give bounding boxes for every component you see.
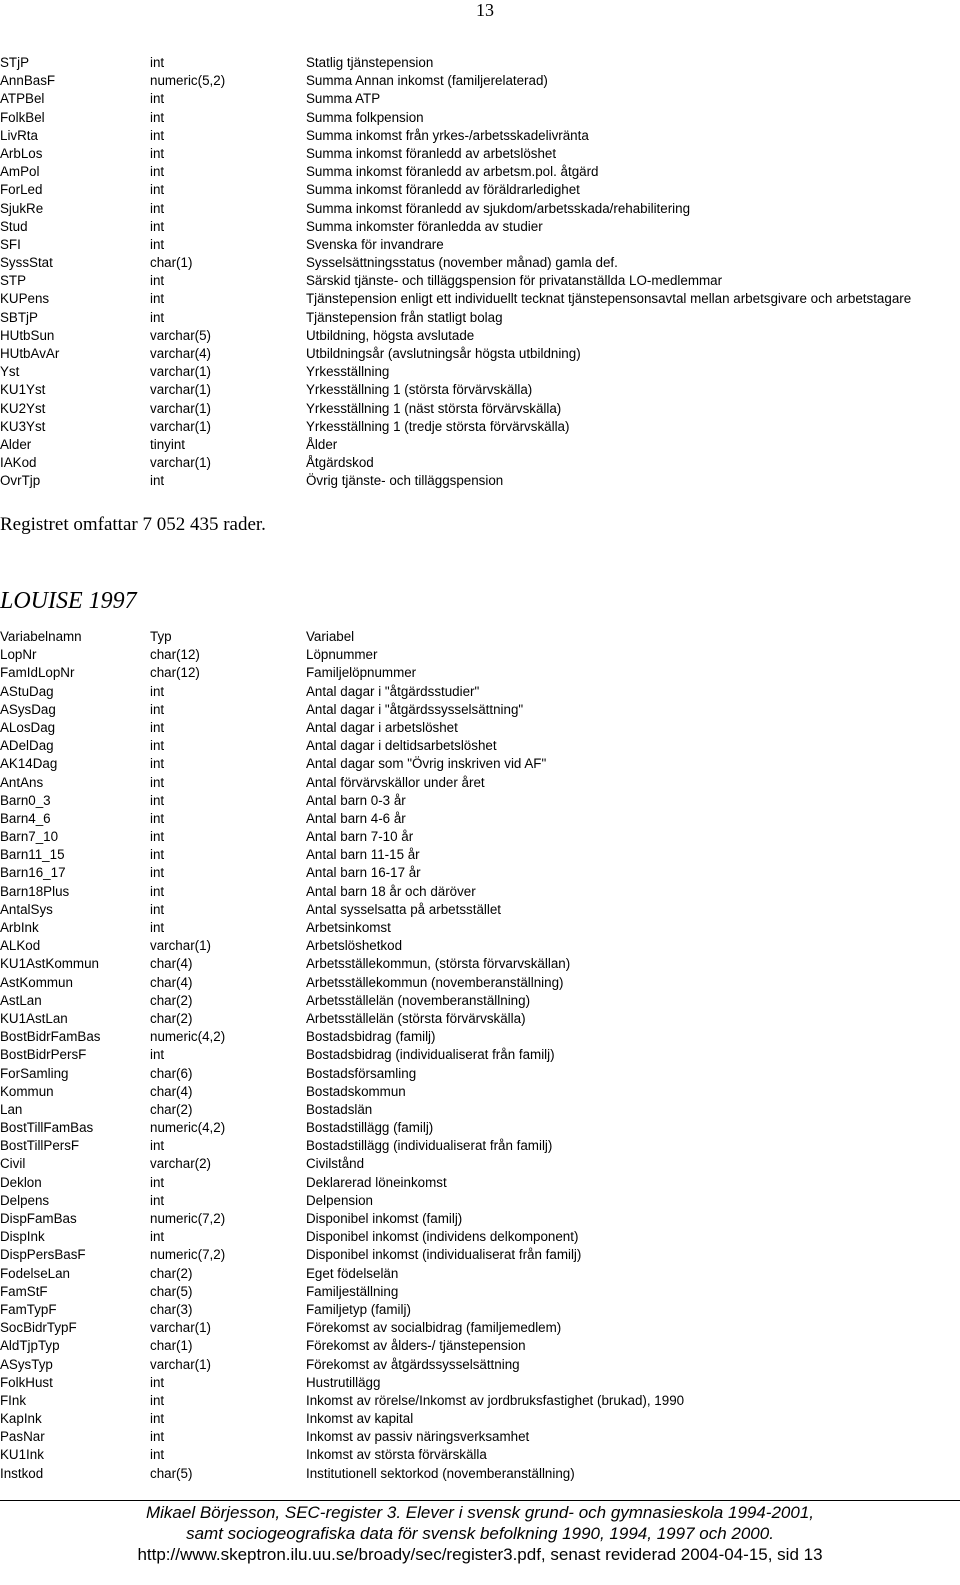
cell-description: Antal barn 11-15 år [306, 847, 420, 863]
cell-variable-name: KapInk [0, 1411, 42, 1427]
footer [0, 1502, 960, 1565]
cell-description: Bostadstillägg (familj) [306, 1120, 434, 1136]
table-row [0, 1065, 960, 1083]
section-title: LOUISE 1997 [0, 588, 137, 614]
table-row [0, 345, 960, 363]
table-row [0, 1010, 960, 1028]
cell-description: Övrig tjänste- och tilläggspension [306, 473, 504, 489]
cell-variable-name: ALosDag [0, 719, 56, 735]
table-row [0, 1356, 960, 1374]
footer-divider [0, 1500, 960, 1501]
cell-description: Summa folkpension [306, 109, 424, 125]
cell-description: Tjänstepension enligt ett individuellt tecknat tjänstepensonsavtal mellan arbetsgivare och arbetstagare [306, 291, 912, 307]
cell-type: int [150, 1411, 165, 1427]
cell-variable-name: KU3Yst [0, 418, 46, 434]
cell-description: Bostadstillägg (individualiserat från familj) [306, 1138, 553, 1154]
table-row [0, 646, 960, 664]
cell-type: char(6) [150, 1065, 193, 1081]
cell-description: Arbetsställekommun, (största förvarvskällan) [306, 956, 571, 972]
cell-description: Antal barn 16-17 år [306, 865, 421, 881]
cell-variable-name: Barn18Plus [0, 883, 70, 899]
cell-type: int [150, 273, 165, 289]
cell-variable-name: AnnBasF [0, 73, 56, 89]
cell-description: Förekomst av ålders-/ tjänstepension [306, 1338, 526, 1354]
cell-type: int [150, 236, 165, 252]
cell-description: Antal dagar i arbetslöshet [306, 719, 458, 735]
cell-type: varchar(1) [150, 1320, 212, 1336]
cell-variable-name: Alder [0, 436, 32, 452]
header-type: Typ [150, 629, 172, 644]
cell-variable-name: SyssStat [0, 255, 53, 271]
table-row [0, 400, 960, 418]
cell-type: numeric(7,2) [150, 1247, 226, 1263]
cell-variable-name: STP [0, 273, 27, 289]
cell-variable-name: AntalSys [0, 901, 53, 917]
variable-table-louise-1997 [0, 628, 960, 1483]
cell-description: Summa inkomst föranledd av arbetslöshet [306, 145, 557, 161]
cell-type: char(5) [150, 1465, 193, 1481]
table-row [0, 737, 960, 755]
variable-table-1 [0, 54, 960, 491]
cell-variable-name: AntAns [0, 774, 44, 790]
cell-description: Summa Annan inkomst (familjerelaterad) [306, 73, 548, 89]
table-row [0, 254, 960, 272]
cell-type: tinyint [150, 436, 185, 452]
table-row [0, 290, 960, 308]
cell-variable-name: FolkBel [0, 109, 45, 125]
cell-type: char(4) [150, 1083, 193, 1099]
table-row [0, 810, 960, 828]
cell-type: int [150, 473, 165, 489]
cell-description: Åtgärdskod [306, 455, 374, 471]
cell-variable-name: AstLan [0, 992, 42, 1008]
cell-description: Summa inkomst från yrkes-/arbetsskadelivränta [306, 127, 589, 143]
cell-variable-name: AmPol [0, 164, 40, 180]
cell-variable-name: PasNar [0, 1429, 45, 1445]
cell-type: int [150, 109, 165, 125]
cell-description: Statlig tjänstepension [306, 55, 434, 70]
cell-variable-name: BostBidrPersF [0, 1047, 87, 1063]
table-row [0, 1083, 960, 1101]
table-row [0, 1210, 960, 1228]
cell-description: Svenska för invandrare [306, 236, 444, 252]
cell-type: int [150, 719, 165, 735]
cell-type: char(2) [150, 1010, 193, 1026]
cell-variable-name: ASysTyp [0, 1356, 53, 1372]
cell-variable-name: KU1AstLan [0, 1010, 68, 1026]
cell-variable-name: KU1Ink [0, 1447, 44, 1463]
cell-variable-name: AstKommun [0, 974, 73, 990]
cell-description: Arbetsställekommun (novemberanställning) [306, 974, 564, 990]
cell-variable-name: SBTjP [0, 309, 38, 325]
table-row [0, 1119, 960, 1137]
cell-description: Utbildning, högsta avslutade [306, 327, 475, 343]
cell-type: int [150, 91, 165, 107]
cell-variable-name: ForSamling [0, 1065, 69, 1081]
table-row [0, 163, 960, 181]
cell-variable-name: ArbInk [0, 920, 39, 935]
cell-description: Ålder [306, 436, 338, 452]
cell-description: Delpension [306, 1192, 373, 1208]
table-row [0, 363, 960, 381]
table-row [0, 1319, 960, 1337]
record-count-text: Registret omfattar 7 052 435 rader. [0, 514, 266, 535]
cell-variable-name: Delpens [0, 1192, 50, 1208]
cell-type: int [150, 810, 165, 826]
cell-type: int [150, 847, 165, 863]
cell-variable-name: HUtbAvAr [0, 346, 60, 361]
table-row [0, 1428, 960, 1446]
table-row [0, 381, 960, 399]
cell-variable-name: KUPens [0, 291, 50, 307]
cell-variable-name: DispPersBasF [0, 1247, 86, 1263]
cell-description: Bostadsförsamling [306, 1065, 417, 1081]
cell-description: Inkomst av kapital [306, 1411, 414, 1427]
table-row [0, 327, 960, 345]
table-row [0, 436, 960, 454]
cell-variable-name: Barn16_17 [0, 865, 66, 881]
cell-type: char(4) [150, 956, 193, 972]
cell-type: varchar(1) [150, 364, 212, 380]
cell-description: Arbetsställelän (största förvärvskälla) [306, 1010, 526, 1026]
cell-description: Deklarerad löneinkomst [306, 1174, 447, 1190]
table-row [0, 1374, 960, 1392]
cell-description: Arbetsställelän (novemberanställning) [306, 992, 531, 1008]
cell-description: Antal dagar i "åtgärdsstudier" [306, 683, 480, 699]
cell-description: Utbildningsår (avslutningsår högsta utbildning) [306, 346, 581, 361]
cell-type: int [150, 291, 165, 307]
cell-description: Summa inkomst föranledd av sjukdom/arbetsskada/rehabilitering [306, 200, 691, 216]
cell-description: Antal barn 7-10 år [306, 829, 414, 845]
cell-type: int [150, 901, 165, 917]
cell-description: Bostadskommun [306, 1083, 406, 1099]
cell-description: Disponibel inkomst (individens delkomponent) [306, 1229, 579, 1245]
cell-description: Sysselsättningsstatus (november månad) gamla def. [306, 255, 618, 271]
cell-variable-name: Yst [0, 364, 20, 380]
cell-variable-name: AK14Dag [0, 756, 58, 772]
cell-variable-name: LivRta [0, 127, 38, 143]
table-row [0, 992, 960, 1010]
cell-type: int [150, 218, 165, 234]
cell-variable-name: FodelseLan [0, 1265, 70, 1281]
table-row [0, 828, 960, 846]
table-row [0, 1410, 960, 1428]
cell-type: int [150, 792, 165, 808]
cell-variable-name: SocBidrTypF [0, 1320, 77, 1336]
cell-variable-name: Barn4_6 [0, 810, 51, 826]
cell-variable-name: FamStF [0, 1283, 48, 1299]
cell-type: int [150, 829, 165, 845]
cell-description: Bostadsbidrag (familj) [306, 1029, 436, 1045]
cell-variable-name: DispFamBas [0, 1211, 77, 1226]
cell-variable-name: KU1Yst [0, 382, 46, 398]
cell-type: int [150, 182, 165, 198]
table-row [0, 1192, 960, 1210]
table-row [0, 701, 960, 719]
cell-variable-name: IAKod [0, 455, 37, 471]
cell-variable-name: FolkHust [0, 1374, 53, 1390]
cell-type: varchar(1) [150, 382, 212, 398]
cell-description: Arbetslöshetkod [306, 938, 403, 954]
cell-variable-name: Deklon [0, 1174, 42, 1190]
cell-type: int [150, 865, 165, 881]
cell-type: char(1) [150, 255, 193, 271]
cell-description: Eget födelselän [306, 1265, 399, 1281]
cell-description: Antal dagar i deltidsarbetslöshet [306, 738, 497, 754]
cell-type: varchar(1) [150, 418, 212, 434]
cell-variable-name: HUtbSun [0, 327, 55, 343]
cell-variable-name: ALKod [0, 938, 41, 954]
table-row [0, 683, 960, 701]
cell-type: int [150, 756, 165, 772]
cell-type: int [150, 200, 165, 216]
footer-line-1: Mikael Börjesson, SEC-register 3. Elever i svensk grund- och gymnasieskola 1994-2001, [145, 1503, 815, 1522]
table-row [0, 755, 960, 773]
cell-variable-name: FamIdLopNr [0, 665, 75, 681]
table-row [0, 1155, 960, 1173]
table-row [0, 664, 960, 682]
table-row [0, 1301, 960, 1319]
cell-variable-name: FInk [0, 1392, 27, 1408]
cell-type: char(2) [150, 1101, 193, 1117]
cell-description: Familjeställning [306, 1283, 399, 1299]
cell-variable-name: STjP [0, 55, 30, 70]
table-row [0, 864, 960, 882]
cell-description: Familjelöpnummer [306, 665, 417, 681]
table-row [0, 1265, 960, 1283]
cell-description: Tjänstepension från statligt bolag [306, 309, 503, 325]
cell-description: Summa inkomster föranledda av studier [306, 218, 543, 234]
cell-type: int [150, 145, 165, 161]
cell-variable-name: DispInk [0, 1229, 45, 1245]
cell-description: Yrkesställning 1 (tredje största förvärvskälla) [306, 418, 570, 434]
table-row [0, 1101, 960, 1119]
table-row [0, 1228, 960, 1246]
cell-variable-name: ATPBel [0, 91, 45, 107]
table-row [0, 472, 960, 490]
cell-type: int [150, 55, 165, 70]
table-row [0, 1465, 960, 1483]
cell-type: int [150, 883, 165, 899]
cell-variable-name: Civil [0, 1156, 26, 1172]
cell-variable-name: AStuDag [0, 683, 54, 699]
cell-type: varchar(1) [150, 938, 212, 954]
cell-type: char(12) [150, 665, 200, 681]
cell-type: int [150, 738, 165, 754]
table-row [0, 792, 960, 810]
cell-type: int [150, 1447, 165, 1463]
table-row [0, 309, 960, 327]
cell-description: Inkomst av rörelse/Inkomst av jordbruksfastighet (brukad), 1990 [306, 1392, 685, 1408]
cell-variable-name: BostTillPersF [0, 1138, 80, 1154]
cell-type: int [150, 1429, 165, 1445]
cell-description: Yrkesställning 1 (näst största förvärvskälla) [306, 400, 562, 416]
cell-variable-name: ASysDag [0, 701, 56, 717]
cell-variable-name: KU1AstKommun [0, 956, 99, 972]
cell-variable-name: Kommun [0, 1083, 54, 1099]
cell-variable-name: SFI [0, 236, 21, 252]
cell-type: varchar(1) [150, 455, 212, 471]
cell-type: int [150, 1047, 165, 1063]
cell-type: char(2) [150, 1265, 193, 1281]
cell-variable-name: BostTillFamBas [0, 1120, 94, 1136]
cell-description: Familjetyp (familj) [306, 1301, 411, 1317]
cell-description: Löpnummer [306, 647, 378, 663]
cell-description: Hustrutillägg [306, 1374, 381, 1390]
cell-variable-name: ForLed [0, 182, 43, 198]
table-row [0, 218, 960, 236]
cell-description: Antal barn 4-6 år [306, 810, 406, 826]
table-row [0, 974, 960, 992]
header-description: Variabel [306, 629, 355, 644]
table-row [0, 181, 960, 199]
footer-line-2: samt sociogeografiska data för svensk befolkning 1990, 1994, 1997 och 2000. [186, 1524, 774, 1543]
cell-variable-name: SjukRe [0, 200, 44, 216]
table-row [0, 72, 960, 90]
footer-url-line: http://www.skeptron.ilu.uu.se/broady/sec/register3.pdf, senast reviderad 2004-04-15, sid 13 [137, 1545, 823, 1564]
cell-description: Särskid tjänste- och tilläggspension för privatanställda LO-medlemmar [306, 273, 723, 289]
table-row [0, 127, 960, 145]
table-row [0, 919, 960, 937]
cell-variable-name: AldTjpTyp [0, 1338, 60, 1354]
cell-type: varchar(1) [150, 400, 212, 416]
cell-type: int [150, 164, 165, 180]
table-row [0, 145, 960, 163]
cell-type: char(3) [150, 1301, 193, 1317]
page-number: 13 [476, 0, 494, 20]
cell-description: Antal barn 18 år och däröver [306, 883, 476, 899]
cell-type: int [150, 1174, 165, 1190]
cell-type: numeric(7,2) [150, 1211, 226, 1226]
cell-description: Summa ATP [306, 91, 381, 107]
table-row [0, 1174, 960, 1192]
cell-type: numeric(4,2) [150, 1029, 226, 1045]
cell-variable-name: OvrTjp [0, 473, 41, 489]
table-row [0, 774, 960, 792]
table-row [0, 1446, 960, 1464]
cell-type: varchar(5) [150, 327, 212, 343]
cell-variable-name: Barn0_3 [0, 792, 51, 808]
cell-type: int [150, 701, 165, 717]
cell-type: int [150, 1392, 165, 1408]
table-row [0, 846, 960, 864]
table-row [0, 90, 960, 108]
table-row [0, 272, 960, 290]
table-row [0, 1337, 960, 1355]
cell-description: Inkomst av största förvärskälla [306, 1447, 487, 1463]
table-row [0, 418, 960, 436]
cell-variable-name: ADelDag [0, 738, 54, 754]
cell-description: Förekomst av åtgärdssysselsättning [306, 1356, 520, 1372]
table-row [0, 1283, 960, 1301]
cell-variable-name: Barn11_15 [0, 847, 65, 863]
cell-description: Inkomst av passiv näringsverksamhet [306, 1429, 530, 1445]
cell-description: Institutionell sektorkod (novemberanställning) [306, 1465, 575, 1481]
cell-type: int [150, 1138, 165, 1154]
cell-variable-name: KU2Yst [0, 400, 46, 416]
table-row [0, 1046, 960, 1064]
cell-type: varchar(1) [150, 1356, 212, 1372]
table-row [0, 883, 960, 901]
cell-description: Summa inkomst föranledd av föräldrarledighet [306, 182, 580, 198]
table-row [0, 719, 960, 737]
cell-type: varchar(2) [150, 1156, 212, 1172]
table-row [0, 937, 960, 955]
cell-description: Yrkesställning 1 (största förvärvskälla) [306, 382, 533, 398]
cell-type: int [150, 1192, 165, 1208]
cell-type: char(4) [150, 974, 193, 990]
cell-type: char(2) [150, 992, 193, 1008]
table-row [0, 1137, 960, 1155]
cell-variable-name: FamTypF [0, 1301, 57, 1317]
table-row [0, 54, 960, 72]
cell-description: Antal dagar i "åtgärdssysselsättning" [306, 701, 524, 717]
cell-type: int [150, 683, 165, 699]
cell-variable-name: BostBidrFamBas [0, 1029, 101, 1045]
table-row [0, 1028, 960, 1046]
cell-type: int [150, 774, 165, 790]
cell-type: char(1) [150, 1338, 193, 1354]
header-variable-name: Variabelnamn [0, 629, 82, 644]
cell-description: Antal förvärvskällor under året [306, 774, 485, 790]
table-row [0, 901, 960, 919]
cell-variable-name: Lan [0, 1101, 23, 1117]
cell-description: Antal sysselsatta på arbetsstället [306, 901, 502, 917]
table-row [0, 1392, 960, 1410]
cell-description: Antal dagar som "Övrig inskriven vid AF" [306, 756, 547, 772]
cell-type: int [150, 1374, 165, 1390]
cell-type: numeric(5,2) [150, 73, 226, 89]
table-header-row [0, 628, 960, 646]
cell-type: int [150, 127, 165, 143]
cell-type: char(5) [150, 1283, 193, 1299]
cell-type: numeric(4,2) [150, 1120, 226, 1136]
cell-variable-name: Stud [0, 218, 28, 234]
cell-description: Yrkesställning [306, 364, 390, 380]
cell-type: varchar(4) [150, 346, 212, 361]
table-row [0, 236, 960, 254]
cell-variable-name: ArbLos [0, 145, 43, 161]
cell-description: Disponibel inkomst (familj) [306, 1211, 463, 1226]
cell-type: int [150, 1229, 165, 1245]
table-row [0, 200, 960, 218]
cell-type: int [150, 920, 165, 935]
cell-description: Summa inkomst föranledd av arbetsm.pol. åtgärd [306, 164, 599, 180]
cell-description: Arbetsinkomst [306, 920, 391, 935]
cell-description: Bostadslän [306, 1101, 373, 1117]
cell-description: Civilstånd [306, 1156, 365, 1172]
cell-variable-name: Barn7_10 [0, 829, 59, 845]
cell-description: Bostadsbidrag (individualiserat från familj) [306, 1047, 555, 1063]
table-row [0, 1246, 960, 1264]
table-row [0, 109, 960, 127]
cell-type: int [150, 309, 165, 325]
cell-variable-name: Instkod [0, 1465, 44, 1481]
cell-type: char(12) [150, 647, 200, 663]
table-row [0, 454, 960, 472]
cell-description: Disponibel inkomst (individualiserat från familj) [306, 1247, 582, 1263]
table-row [0, 955, 960, 973]
cell-description: Förekomst av socialbidrag (familjemedlem) [306, 1320, 562, 1336]
cell-description: Antal barn 0-3 år [306, 792, 406, 808]
cell-variable-name: LopNr [0, 647, 37, 663]
